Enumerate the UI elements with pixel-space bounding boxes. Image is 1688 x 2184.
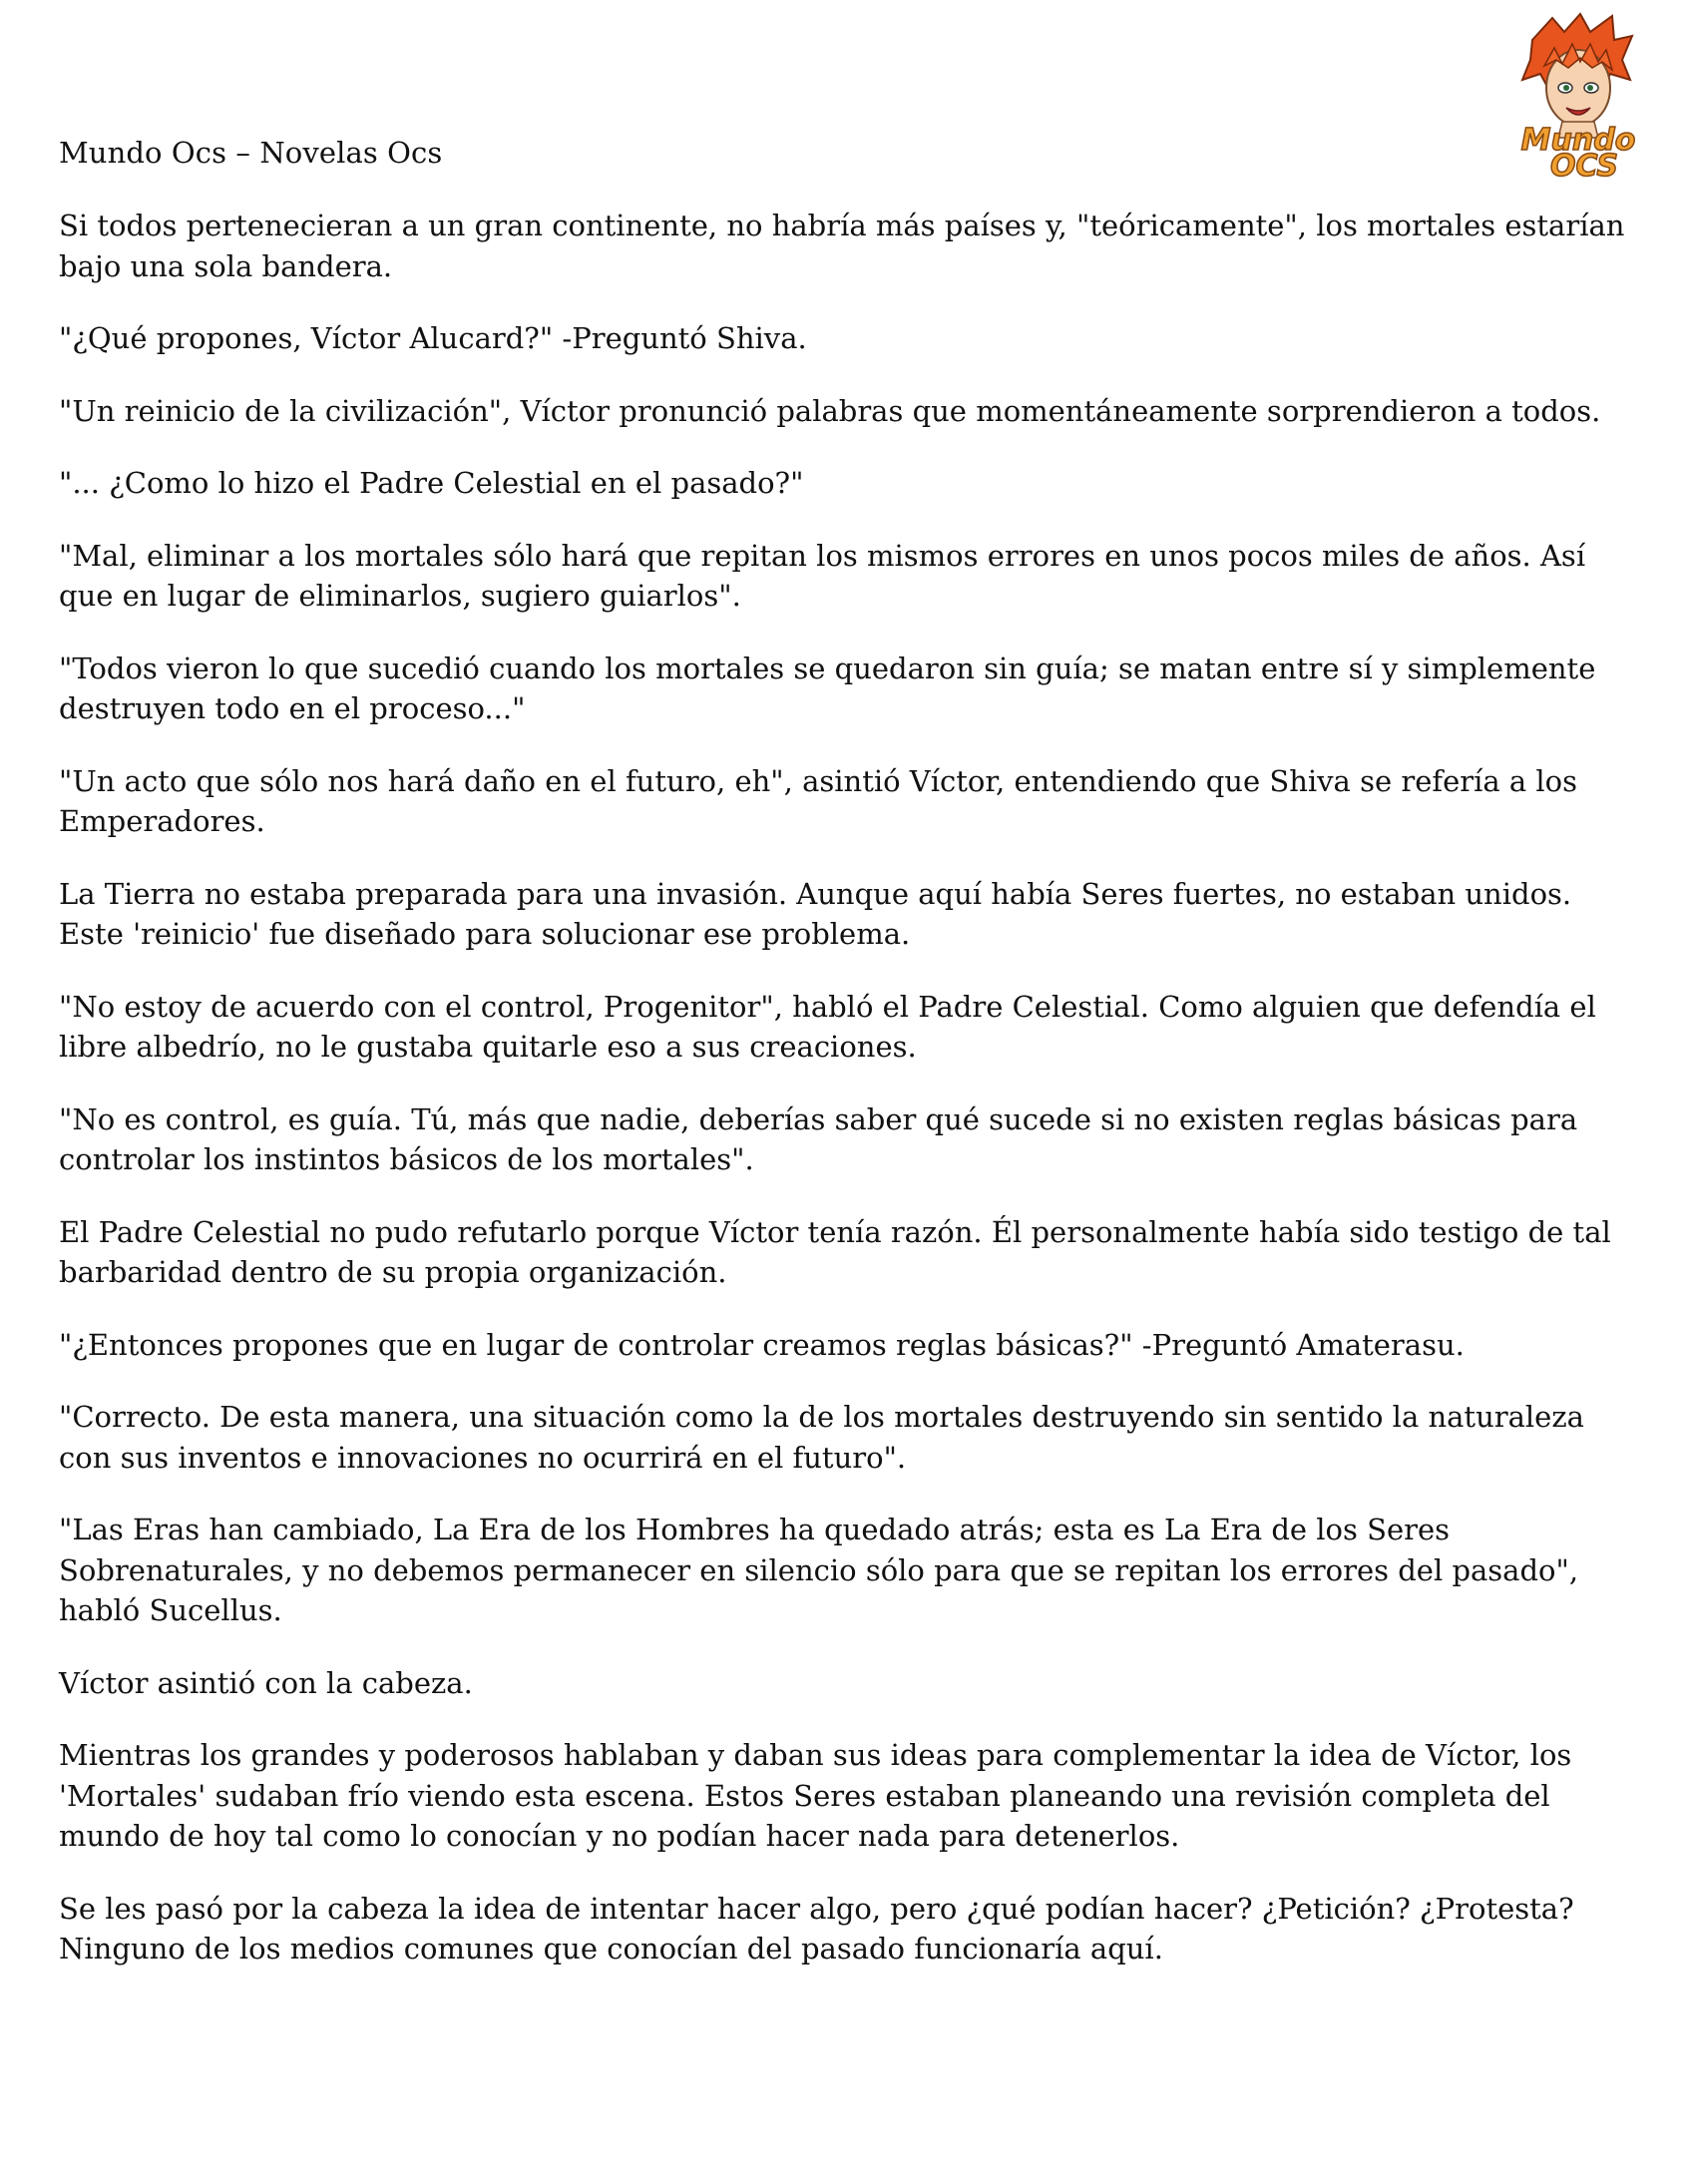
paragraph: "... ¿Como lo hizo el Padre Celestial en el pasado?": [59, 466, 804, 500]
paragraph: El Padre Celestial no pudo refutarlo porque Víctor tenía razón. Él personalmente había sido testigo de tal barbaridad dentro de su propia organización.: [59, 1214, 1611, 1289]
logo-text-ocs: OCS: [1549, 149, 1619, 182]
paragraph: Se les pasó por la cabeza la idea de intentar hacer algo, pero ¿qué podían hacer? ¿Petición? ¿Protesta? Ninguno de los medios comunes que conocían del pasado funcionaría aquí.: [59, 1891, 1574, 1966]
paragraph: "Las Eras han cambiado, La Era de los Hombres ha quedado atrás; esta es La Era de los Seres Sobrenaturales, y no debemos permanecer en silencio sólo para que se repitan los errores del pasado", habló Sucellus.: [59, 1513, 1579, 1627]
paragraph: "Todos vieron lo que sucedió cuando los mortales se quedaron sin guía; se matan entre sí y simplemente destruyen todo en el proceso...": [59, 651, 1596, 725]
document-body: [59, 206, 1635, 2001]
paragraph: "No es control, es guía. Tú, más que nadie, deberías saber qué sucede si no existen reglas básicas para controlar los instintos básicos de los mortales".: [59, 1101, 1578, 1176]
paragraph: "Correcto. De esta manera, una situación como la de los mortales destruyendo sin sentido la naturaleza con sus inventos e innovaciones no ocurrirá en el futuro".: [59, 1400, 1584, 1475]
paragraph: "No estoy de acuerdo con el control, Progenitor", habló el Padre Celestial. Como alguien que defendía el libre albedrío, no le gustaba quitarle eso a sus creaciones.: [59, 989, 1596, 1064]
paragraph: Mientras los grandes y poderosos hablaban y daban sus ideas para complementar la idea de Víctor, los 'Mortales' sudaban frío viendo esta escena. Estos Seres estaban planeando una revisión completa del mundo de hoy tal como lo conocían y no podían hacer nada para detenerlos.: [59, 1738, 1572, 1853]
paragraph: "Un acto que sólo nos hará daño en el futuro, eh", asintió Víctor, entendiendo que Shiva se refería a los Emperadores.: [59, 763, 1578, 838]
logo-text-mundo: Mundo: [1520, 123, 1636, 158]
paragraph: La Tierra no estaba preparada para una invasión. Aunque aquí había Seres fuertes, no estaban unidos. Este 'reinicio' fue diseñado para solucionar ese problema.: [59, 876, 1572, 951]
anime-character-logo-icon: [1492, 10, 1664, 182]
paragraph: "¿Entonces propones que en lugar de controlar creamos reglas básicas?" -Preguntó Amaterasu.: [59, 1327, 1465, 1362]
paragraph: Víctor asintió con la cabeza.: [59, 1665, 473, 1700]
paragraph: Si todos pertenecieran a un gran continente, no habría más países y, "teóricamente", los mortales estarían bajo una sola bandera.: [59, 209, 1625, 283]
paragraph: "Mal, eliminar a los mortales sólo hará que repitan los mismos errores en unos pocos miles de años. Así que en lugar de eliminarlos, sugiero guiarlos".: [59, 538, 1586, 613]
mundo-ocs-logo: [1492, 10, 1664, 182]
paragraph: "Un reinicio de la civilización", Víctor pronunció palabras que momentáneamente sorprendieron a todos.: [59, 393, 1601, 428]
paragraph: "¿Qué propones, Víctor Alucard?" -Preguntó Shiva.: [59, 321, 807, 355]
page-header: Mundo Ocs – Novelas Ocs: [59, 136, 443, 170]
